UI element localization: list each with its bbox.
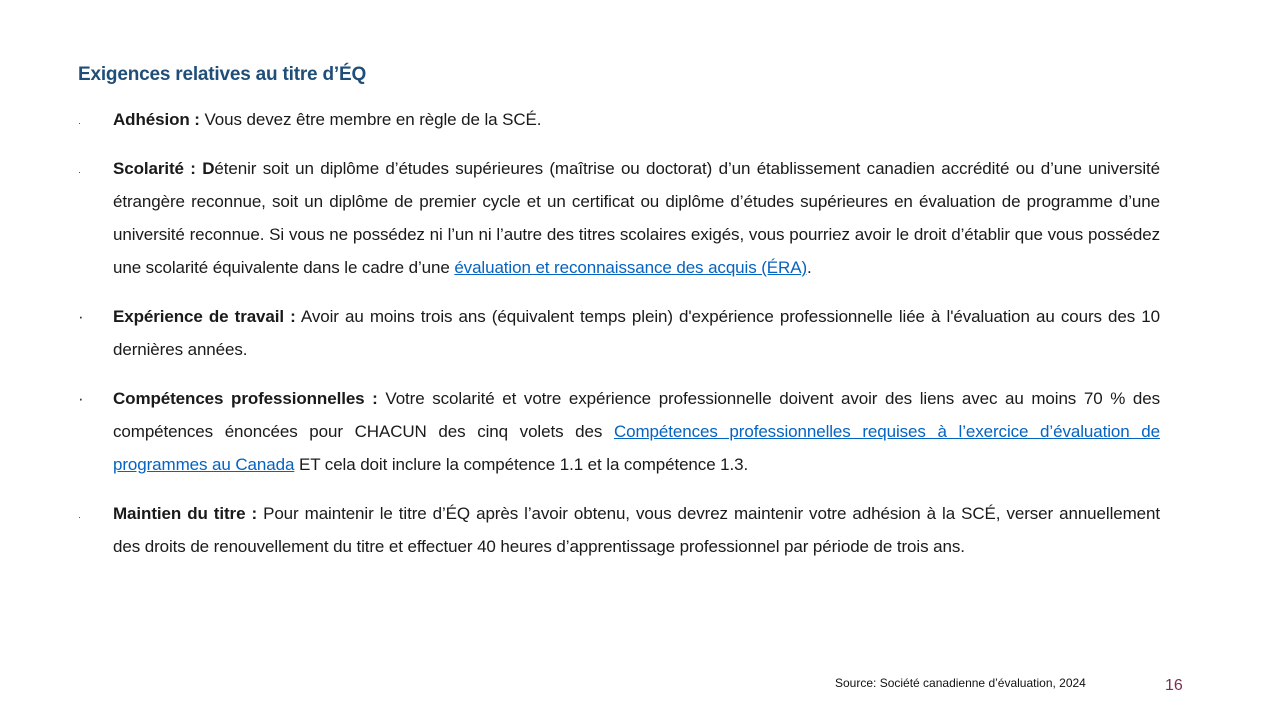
list-item-adhesion <box>78 103 1160 136</box>
item-text: Pour maintenir le titre d’ÉQ après l’avoir obtenu, vous devrez maintenir votre adhésion à la SCÉ, verser annuellement des droits de renouvellement du titre et effectuer 40 heures d’apprentissage professionnel par période de trois ans. <box>113 504 1160 556</box>
page-number: 16 <box>1165 677 1183 694</box>
bullet-icon: · <box>78 167 81 177</box>
era-link[interactable]: évaluation et reconnaissance des acquis (ÉRA) <box>454 258 808 277</box>
item-text: Avoir au moins trois ans (équivalent temps plein) d'expérience professionnelle liée à l'évaluation au cours des 10 dernières années. <box>113 307 1160 359</box>
slide-title: Exigences relatives au titre d’ÉQ <box>78 64 367 85</box>
item-text: Vous devez être membre en règle de la SCÉ. <box>199 110 542 129</box>
bullet-icon: · <box>78 512 81 522</box>
list-item-maintien <box>78 497 1160 563</box>
list-item-scolarite <box>78 152 1160 284</box>
requirements-list <box>78 103 1160 579</box>
list-item-experience <box>78 300 1160 366</box>
item-text-end: ET cela doit inclure la compétence 1.1 et la compétence 1.3. <box>294 455 749 474</box>
item-label: Compétences professionnelles : <box>113 389 378 408</box>
bullet-icon: · <box>78 118 81 128</box>
item-text: Votre scolarité et votre expérience professionnelle doivent avoir des liens avec au moins 70 % des compétences énoncées pour CHACUN des cinq volets des <box>113 389 1161 441</box>
item-label: Maintien du titre : <box>113 504 258 523</box>
item-label: Adhésion : <box>113 110 200 129</box>
item-text-end: . <box>807 258 812 277</box>
item-label: Scolarité : D <box>113 159 215 178</box>
item-text: étenir soit un diplôme d’études supérieures (maîtrise ou doctorat) d’un établissement canadien accrédité ou d’une université étrangère reconnue, soit un diplôme de premier cycle et un certificat ou diplôme d’études supérieures en évaluation de programme d’une université reconnue. Si vous ne possédez ni l’un ni l’autre des titres scolaires exigés, vous pourriez avoir le droit d’établir que vous possédez une scolarité équivalente dans le cadre d’une <box>113 159 1160 277</box>
bullet-icon: · <box>78 389 84 408</box>
list-item-competences <box>78 382 1160 481</box>
competences-link[interactable]: Compétences professionnelles requises à l’exercice d’évaluation de programmes au Canada <box>113 422 1160 474</box>
item-label: Expérience de travail : <box>113 307 296 326</box>
bullet-icon: · <box>78 307 84 326</box>
source-note: Source: Société canadienne d’évaluation, 2024 <box>835 676 1086 690</box>
